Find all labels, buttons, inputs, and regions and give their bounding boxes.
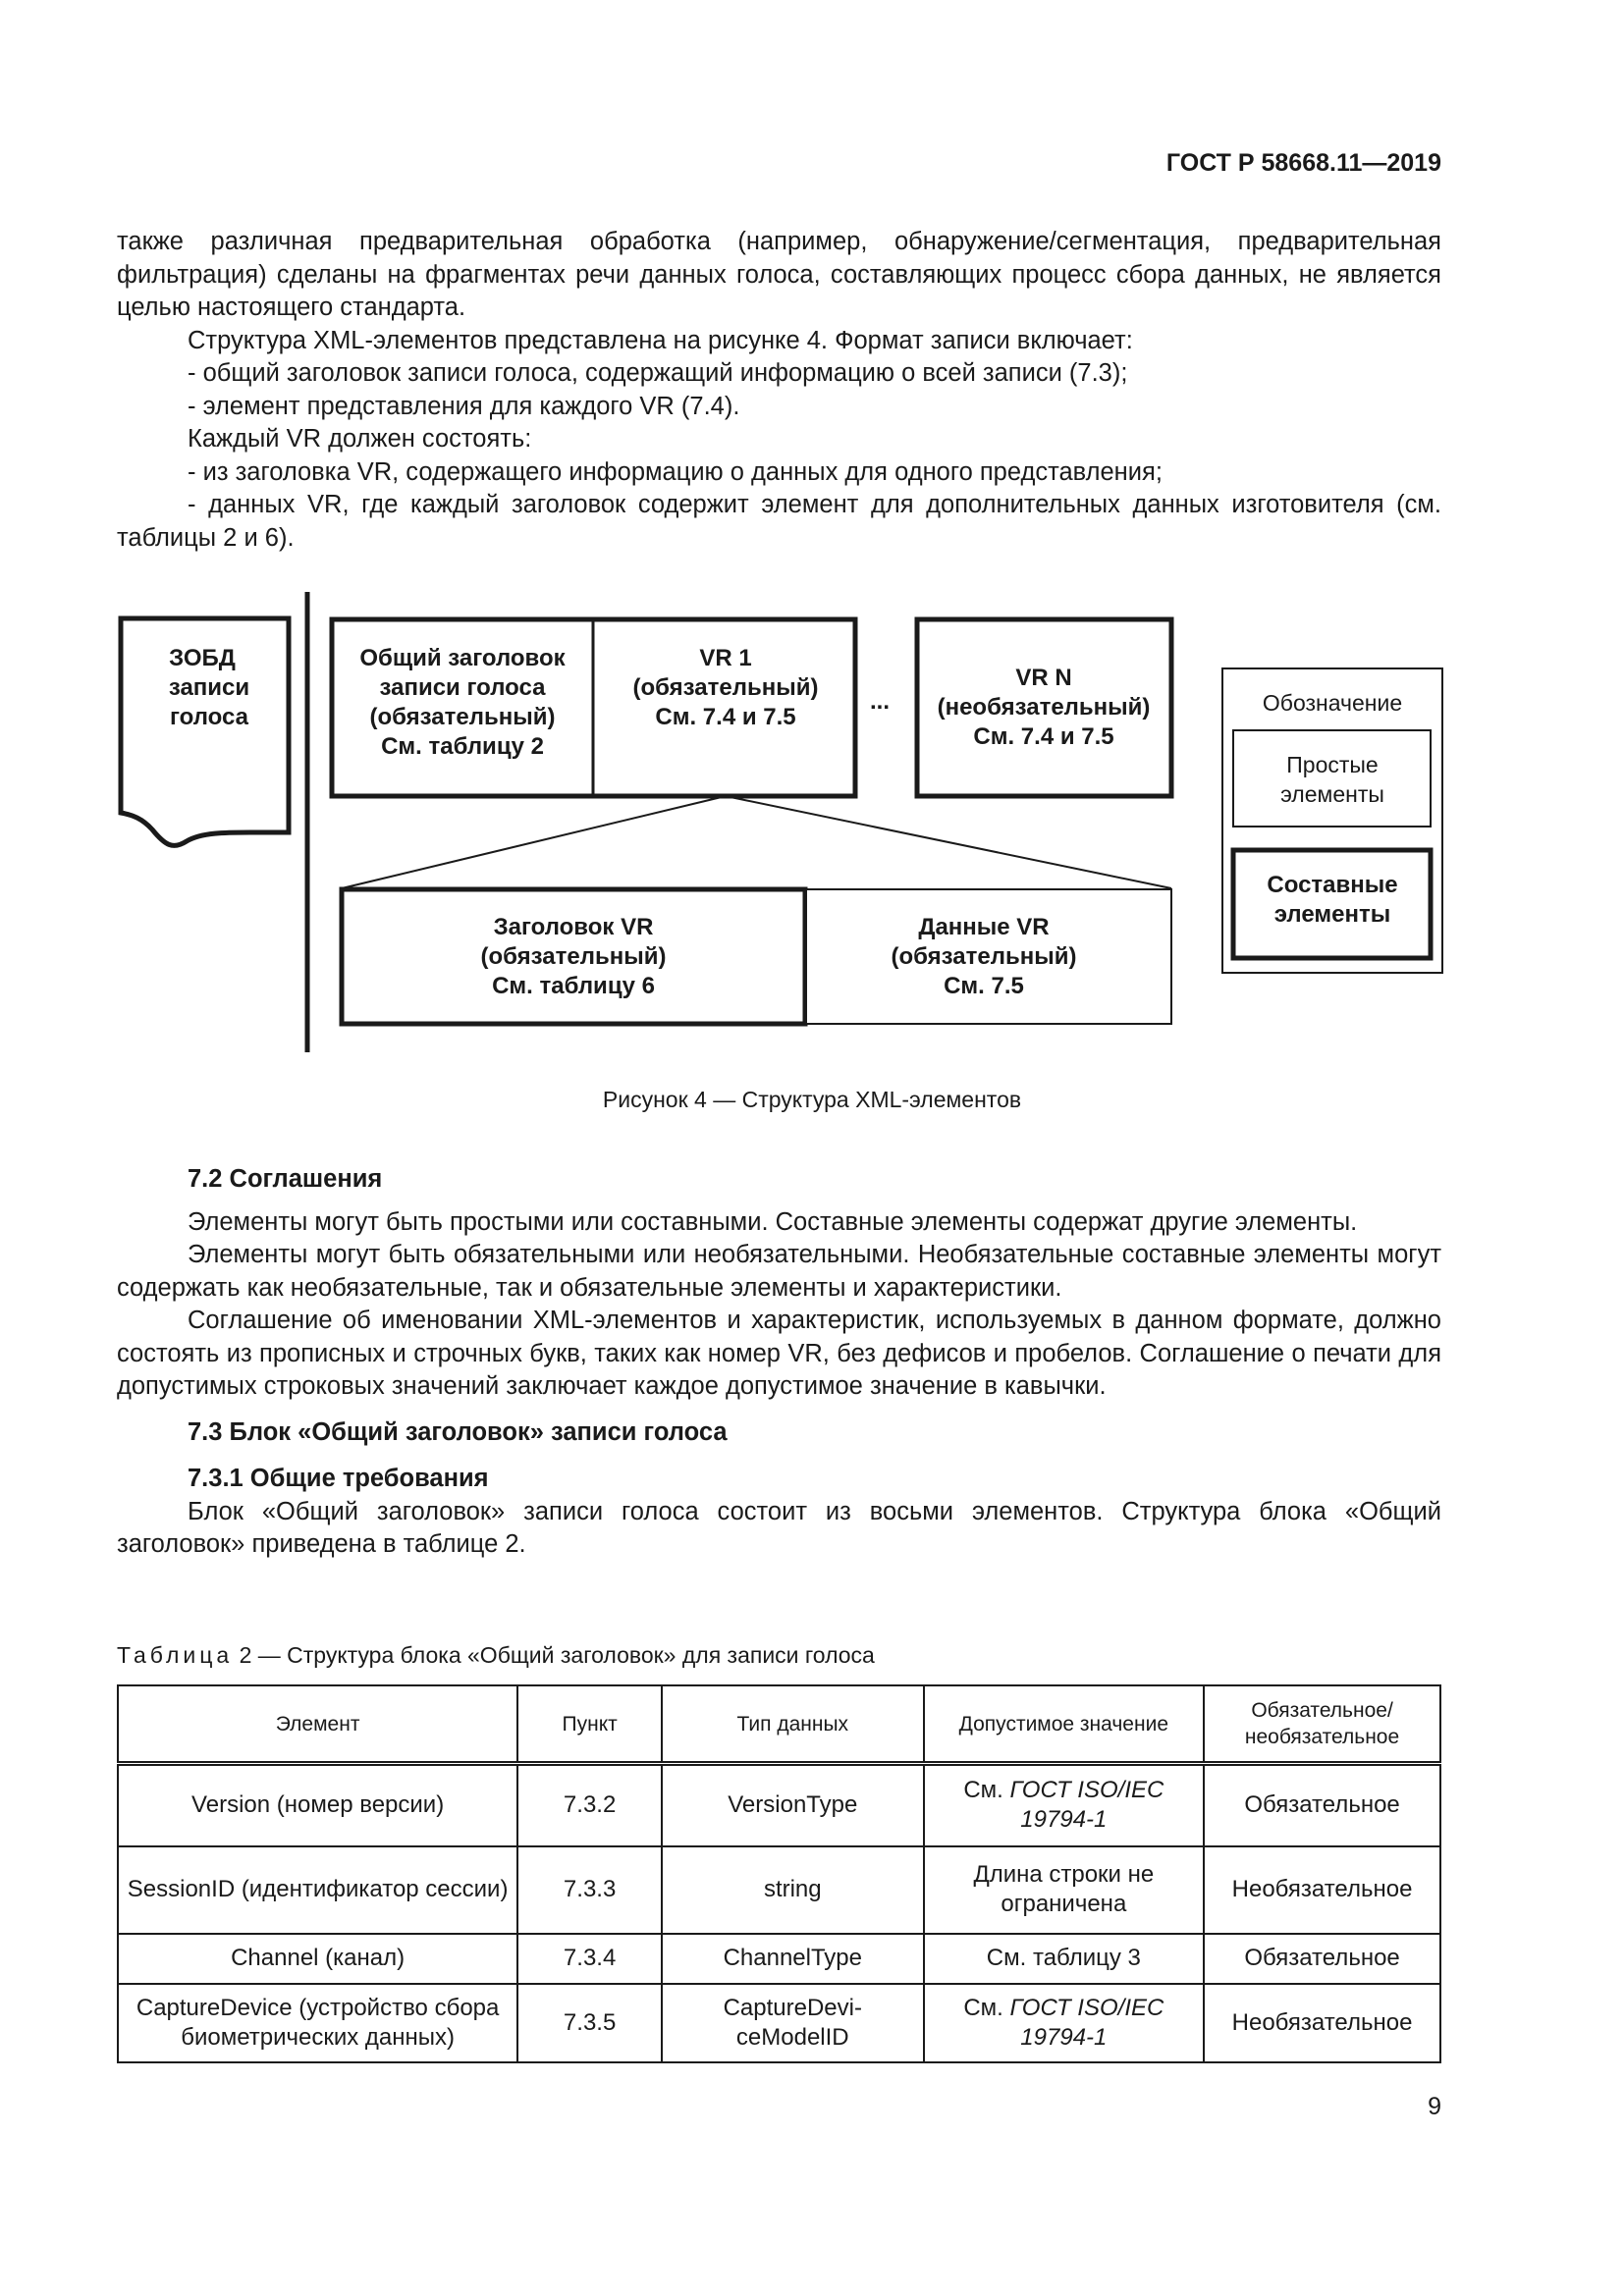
ellipsis: ... (869, 688, 891, 715)
table-caption-lead: Таблица (117, 1642, 234, 1668)
general-header-label: записи голоса (379, 674, 546, 701)
general-header-label: См. таблицу 2 (381, 733, 544, 760)
cell-value: См. ГОСТ ISO/IEC 19794-1 (924, 1984, 1205, 2062)
table-row (118, 1846, 1440, 1934)
legend-compound-label: Составные (1267, 872, 1398, 898)
table-caption (117, 1642, 875, 1669)
cell-required: Обязательное (1204, 1934, 1440, 1984)
doc-label-1: ЗОБД (169, 645, 236, 671)
standard-reference: ГОСТ ISO/IEC 19794-1 (1009, 1994, 1164, 2051)
table-header-row (118, 1685, 1440, 1764)
vrn-label: VR N (1015, 665, 1072, 691)
subsection-heading: 7.3.1 Общие требования (188, 1465, 489, 1492)
vrn-label: (необязательный) (937, 694, 1151, 721)
vr1-label: VR 1 (699, 645, 752, 671)
cell-required: Необязательное (1204, 1846, 1440, 1934)
paragraph: Элементы могут быть простыми или составными. Составные элементы содержат другие элементы. (188, 1207, 1358, 1236)
section-heading: 7.3 Блок «Общий заголовок» записи голоса (188, 1417, 728, 1446)
xml-structure-diagram (0, 0, 1624, 1080)
cell-type: ChannelType (662, 1934, 924, 1984)
cell-type: VersionType (662, 1764, 924, 1846)
table-row (118, 1934, 1440, 1984)
paragraph: Блок «Общий заголовок» записи голоса состоит из восьми элементов. Структура блока «Общий заголовок» приведена в таблице 2. (117, 1497, 1441, 1558)
cell-element: Channel (канал) (118, 1934, 517, 1984)
standard-reference: ГОСТ ISO/IEC 19794-1 (1009, 1777, 1164, 1834)
vr-data-label: См. 7.5 (944, 973, 1024, 999)
vr1-label: См. 7.4 и 7.5 (655, 704, 796, 730)
list-item: - элемент представления для каждого VR (7.4). (188, 392, 740, 420)
vr-header-label: См. таблицу 6 (492, 973, 655, 999)
table-row (118, 1764, 1440, 1846)
column-header: Пункт (517, 1685, 662, 1764)
vr-header-label: Заголовок VR (493, 914, 654, 940)
table-row (118, 1984, 1440, 2062)
column-header: Тип данных (662, 1685, 924, 1764)
doc-label-3: голоса (169, 704, 249, 730)
vr-data-label: Данные VR (918, 914, 1050, 940)
cell-required: Необязательное (1204, 1984, 1440, 2062)
vr-header-label: (обязательный) (480, 943, 667, 970)
cell-clause: 7.3.2 (517, 1764, 662, 1846)
cell-clause: 7.3.3 (517, 1846, 662, 1934)
column-header: Обязательное/ необязательное (1204, 1685, 1440, 1764)
general-header-label: (обязательный) (369, 704, 556, 730)
section-7-2 (117, 1163, 1441, 1562)
table-caption-text: 2 — Структура блока «Общий заголовок» для записи голоса (233, 1642, 875, 1668)
cell-type: CaptureDevi-ceModelID (662, 1984, 924, 2062)
column-header: Элемент (118, 1685, 517, 1764)
list-item: - из заголовка VR, содержащего информацию о данных для одного представления; (188, 457, 1163, 486)
intro-paragraph-3: Каждый VR должен состоять: (188, 425, 532, 453)
legend-simple-label: элементы (1280, 781, 1384, 807)
general-header-label: Общий заголовок (359, 645, 566, 671)
legend-simple-label: Простые (1286, 752, 1379, 777)
cell-type: string (662, 1846, 924, 1934)
paragraph: Соглашение об именовании XML-элементов и характеристик, используемых в данном формате, должно состоять из прописных и строчных букв, таких как номер VR, без дефисов и пробелов. Соглашение о печати для допустимых строковых значений заключает каждое допустимое значение в кавычки. (117, 1307, 1441, 1400)
expand-line-left (342, 796, 726, 888)
list-item: - данных VR, где каждый заголовок содержит элемент для дополнительных данных изготовителя (см. таблицы 2 и 6). (117, 491, 1441, 552)
cell-value: См. ГОСТ ISO/IEC 19794-1 (924, 1764, 1205, 1846)
intro-paragraph-2: Структура XML-элементов представлена на рисунке 4. Формат записи включает: (188, 326, 1133, 354)
cell-element: Version (номер версии) (118, 1764, 517, 1846)
figure-caption: Рисунок 4 — Структура XML-элементов (602, 1087, 1022, 1112)
section-heading: 7.2 Соглашения (188, 1165, 383, 1193)
cell-clause: 7.3.4 (517, 1934, 662, 1984)
page-number: 9 (1428, 2093, 1441, 2120)
cell-value: См. таблицу 3 (924, 1934, 1205, 1984)
cell-required: Обязательное (1204, 1764, 1440, 1846)
standard-number: ГОСТ Р 58668.11—2019 (1165, 149, 1441, 177)
vr-data-label: (обязательный) (891, 943, 1077, 970)
vrn-label: См. 7.4 и 7.5 (973, 723, 1114, 750)
cell-element: SessionID (идентификатор сессии) (118, 1846, 517, 1934)
vr1-label: (обязательный) (632, 674, 819, 701)
intro-paragraph-1: также различная предварительная обработка (например, обнаружение/сегментация, предварительная фильтрация) сделаны на фрагментах речи данных голоса, составляющих процесс сбора данных, не является целью настоящего стандарта. (117, 228, 1441, 321)
legend-compound-label: элементы (1273, 901, 1391, 928)
cell-element: CaptureDevice (устройство сбора биометрических данных) (118, 1984, 517, 2062)
expand-line-right (726, 796, 1171, 888)
doc-label-2: записи (168, 674, 250, 701)
general-header-table (117, 1684, 1441, 2063)
legend-simple-box (1233, 730, 1431, 827)
cell-value: Длина строки не ограничена (924, 1846, 1205, 1934)
paragraph: Элементы могут быть обязательными или необязательными. Необязательные составные элементы могут содержать как необязательные, так и обязательные элементы и характеристики. (117, 1241, 1441, 1302)
legend-title: Обозначение (1262, 690, 1403, 716)
column-header: Допустимое значение (924, 1685, 1205, 1764)
list-item: - общий заголовок записи голоса, содержащий информацию о всей записи (7.3); (188, 359, 1128, 387)
cell-clause: 7.3.5 (517, 1984, 662, 2062)
